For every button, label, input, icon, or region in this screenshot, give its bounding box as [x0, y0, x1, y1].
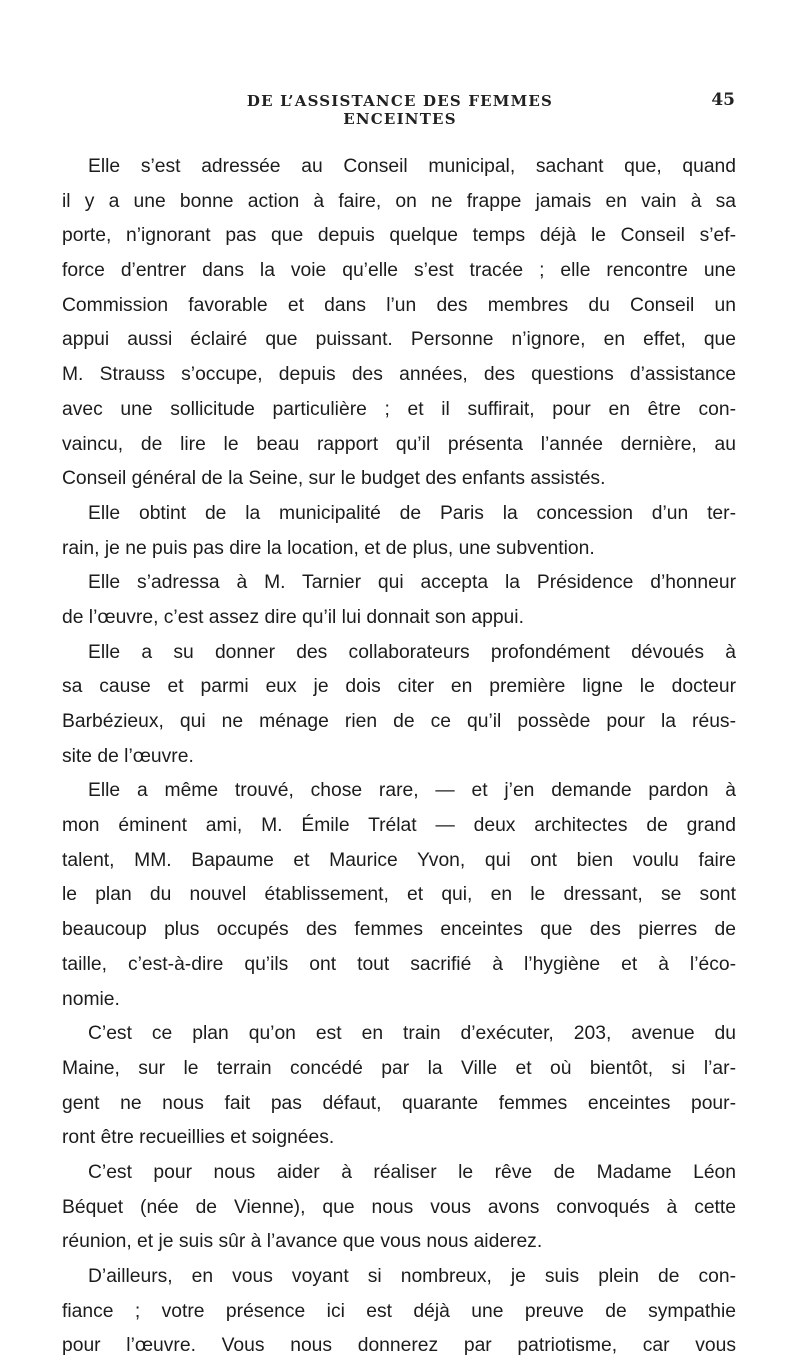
- text-line: sa cause et parmi eux je dois citer en première ligne le docteur: [62, 676, 736, 698]
- text-line: D’ailleurs, en vous voyant si nombreux, je suis plein de con-: [88, 1266, 736, 1287]
- text-line: Elle s’adressa à M. Tarnier qui accepta la Présidence d’honneur: [88, 572, 736, 594]
- text-line: C’est pour nous aider à réaliser le rêve de Madame Léon: [88, 1161, 736, 1183]
- text-line: Commission favorable et dans l’un des membres du Conseil un: [62, 294, 736, 316]
- running-header: DE L’ASSISTANCE DES FEMMES ENCEINTES: [246, 92, 554, 128]
- text-line: Elle a su donner des collaborateurs profondément dévoués à: [88, 641, 736, 663]
- text-line: de l’œuvre, c’est assez dire qu’il lui donnait son appui.: [62, 606, 524, 628]
- body-text: [62, 150, 736, 1364]
- text-line: vaincu, de lire le beau rapport qu’il présenta l’année dernière, au: [62, 433, 736, 455]
- text-line: ront être recueillies et soignées.: [62, 1127, 335, 1149]
- text-line: beaucoup plus occupés des femmes enceintes que des pierres de: [62, 919, 736, 941]
- text-line: Conseil général de la Seine, sur le budget des enfants assistés.: [62, 468, 606, 490]
- text-line: Elle s’est adressée au Conseil municipal, sachant que, quand: [88, 156, 736, 177]
- text-line: réunion, et je suis sûr à l’avance que vous nous aiderez.: [62, 1231, 543, 1253]
- text-line: Elle a même trouvé, chose rare, — et j’en demande pardon à: [88, 780, 736, 802]
- text-line: force d’entrer dans la voie qu’elle s’est tracée ; elle rencontre une: [62, 260, 736, 282]
- text-line: site de l’œuvre.: [62, 745, 194, 767]
- text-line: porte, n’ignorant pas que depuis quelque temps déjà le Conseil s’ef-: [62, 225, 736, 247]
- text-line: C’est ce plan qu’on est en train d’exécuter, 203, avenue du: [88, 1023, 736, 1045]
- text-line: gent ne nous fait pas défaut, quarante femmes enceintes pour-: [62, 1092, 736, 1114]
- text-line: Béquet (née de Vienne), que nous vous avons convoqués à cette: [62, 1196, 736, 1218]
- text-line: avec une sollicitude particulière ; et il suffirait, pour en être con-: [62, 398, 736, 420]
- text-line: talent, MM. Bapaume et Maurice Yvon, qui ont bien voulu faire: [62, 849, 736, 871]
- text-line: il y a une bonne action à faire, on ne frappe jamais en vain à sa: [62, 190, 736, 212]
- text-line: M. Strauss s’occupe, depuis des années, des questions d’assistance: [62, 364, 736, 386]
- text-line: nomie.: [62, 988, 120, 1010]
- text-line: fiance ; votre présence ici est déjà une preuve de sympathie: [62, 1300, 736, 1322]
- text-line: taille, c’est-à-dire qu’ils ont tout sacrifié à l’hygiène et à l’éco-: [62, 953, 736, 975]
- text-line: Maine, sur le terrain concédé par la Ville et où bientôt, si l’ar-: [62, 1057, 736, 1079]
- text-line: Barbézieux, qui ne ménage rien de ce qu’il possède pour la réus-: [62, 711, 736, 732]
- page-number: 45: [711, 90, 735, 110]
- text-line: Elle obtint de la municipalité de Paris la concession d’un ter-: [88, 502, 736, 524]
- text-line: pour l’œuvre. Vous nous donnerez par patriotisme, car vous: [62, 1335, 736, 1357]
- text-line: appui aussi éclairé que puissant. Personne n’ignore, en effet, que: [62, 329, 736, 351]
- text-line: mon éminent ami, M. Émile Trélat — deux architectes de grand: [62, 815, 736, 837]
- text-line: rain, je ne puis pas dire la location, et de plus, une subvention.: [62, 537, 595, 559]
- text-line: le plan du nouvel établissement, et qui, en le dressant, se sont: [62, 884, 736, 906]
